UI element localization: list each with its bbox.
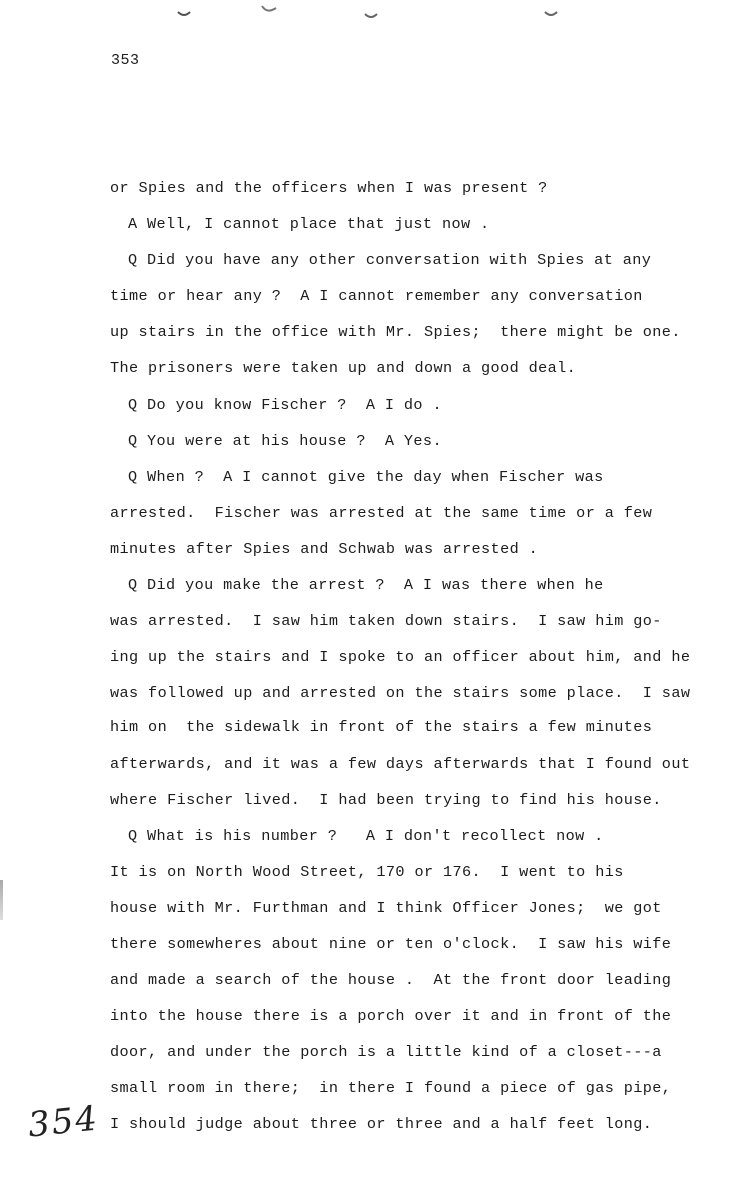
page-number: 353 [111, 52, 140, 69]
text-line: or Spies and the officers when I was present ? [110, 179, 548, 197]
text-line: Q When ? A I cannot give the day when Fischer was [128, 468, 604, 486]
text-line: and made a search of the house . At the front door leading [110, 971, 672, 989]
text-line: Q Do you know Fischer ? A I do . [128, 396, 442, 414]
text-line: afterwards, and it was a few days afterwards that I found out [110, 755, 691, 773]
text-line: Q Did you have any other conversation with Spies at any [128, 251, 652, 269]
text-line: arrested. Fischer was arrested at the same time or a few [110, 504, 653, 522]
text-line: up stairs in the office with Mr. Spies; there might be one. [110, 323, 681, 341]
text-line: small room in there; in there I found a piece of gas pipe, [110, 1079, 672, 1097]
handwritten-page-number: 354 [26, 1098, 101, 1146]
text-line: him on the sidewalk in front of the stairs a few minutes [110, 718, 653, 736]
text-line: time or hear any ? A I cannot remember any conversation [110, 287, 643, 305]
text-line: into the house there is a porch over it and in front of the [110, 1007, 672, 1025]
left-edge-mark [0, 880, 3, 920]
text-line: I should judge about three or three and a half feet long. [110, 1115, 653, 1133]
text-line: ing up the stairs and I spoke to an officer about him, and he [110, 648, 691, 666]
text-line: was followed up and arrested on the stairs some place. I saw [110, 684, 691, 702]
text-line: there somewheres about nine or ten o'clock. I saw his wife [110, 935, 672, 953]
text-line: It is on North Wood Street, 170 or 176. I went to his [110, 863, 624, 881]
text-line: The prisoners were taken up and down a good deal. [110, 359, 577, 377]
text-line: minutes after Spies and Schwab was arrested . [110, 540, 539, 558]
text-line: Q You were at his house ? A Yes. [128, 432, 442, 450]
text-line: was arrested. I saw him taken down stairs. I saw him go- [110, 612, 662, 630]
text-line: Q What is his number ? A I don't recollect now . [128, 827, 604, 845]
text-line: Q Did you make the arrest ? A I was there when he [128, 576, 604, 594]
punch-hole-marks [0, 0, 744, 30]
top-binding-marks [0, 0, 744, 30]
text-line: house with Mr. Furthman and I think Officer Jones; we got [110, 899, 662, 917]
text-line: A Well, I cannot place that just now . [128, 215, 490, 233]
text-line: where Fischer lived. I had been trying to find his house. [110, 791, 662, 809]
text-line: door, and under the porch is a little kind of a closet---a [110, 1043, 662, 1061]
